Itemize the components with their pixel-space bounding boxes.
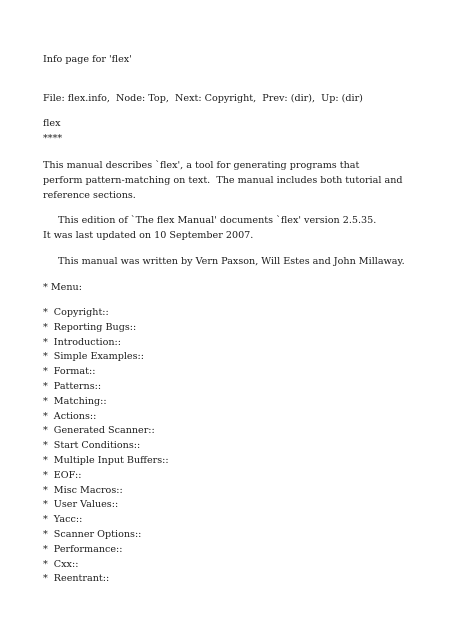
menu-item[interactable] [43, 454, 169, 469]
menu-bullet: * [43, 528, 48, 540]
menu-item[interactable] [43, 484, 169, 499]
menu-item-label: Actions:: [53, 410, 97, 422]
menu-bullet: * [43, 366, 48, 378]
menu-item-label: Copyright:: [53, 307, 109, 318]
menu-item-label: Start Conditions:: [53, 440, 141, 452]
menu-bullet: * [43, 307, 48, 318]
intro-paragraph-line-2: perform pattern-matching on text. The manual includes both tutorial and [43, 175, 403, 186]
menu-item-label: Multiple Input Buffers:: [53, 454, 169, 466]
menu-bullet: * [43, 573, 48, 585]
menu-item-label: Scanner Options:: [53, 528, 142, 540]
menu-item[interactable] [43, 572, 169, 587]
menu-item[interactable] [43, 439, 169, 454]
menu-item-label: Yacc:: [53, 514, 83, 526]
menu-bullet: * [43, 440, 48, 452]
menu-list [43, 306, 169, 587]
menu-item-label: EOF:: [53, 469, 82, 481]
menu-bullet: * [43, 410, 48, 422]
menu-bullet: * [43, 543, 48, 555]
menu-bullet: * [43, 425, 48, 437]
menu-item-label: Misc Macros:: [53, 484, 123, 496]
menu-bullet: * [43, 336, 48, 348]
menu-heading: * Menu: [43, 282, 82, 293]
menu-item-label: Matching:: [53, 395, 107, 407]
menu-bullet: * [43, 380, 48, 392]
menu-bullet: * [43, 558, 48, 570]
menu-item[interactable] [43, 336, 169, 351]
authors-paragraph: This manual was written by Vern Paxson, Will Estes and John Millaway. [58, 256, 405, 267]
section-heading: flex [43, 118, 61, 129]
edition-paragraph-line-1: This edition of `The flex Manual' documents `flex' version 2.5.35. [58, 215, 377, 226]
menu-bullet: * [43, 454, 48, 466]
page-title: Info page for 'flex' [43, 54, 132, 65]
menu-item[interactable] [43, 306, 169, 321]
menu-item[interactable] [43, 410, 169, 425]
menu-bullet: * [43, 321, 48, 333]
menu-item-label: Introduction:: [53, 336, 122, 348]
menu-item[interactable] [43, 543, 169, 558]
menu-bullet: * [43, 514, 48, 526]
menu-item[interactable] [43, 365, 169, 380]
heading-underline: **** [43, 133, 63, 144]
menu-item[interactable] [43, 513, 169, 528]
menu-bullet: * [43, 351, 48, 363]
menu-item-label: Format:: [53, 366, 96, 378]
menu-item-label: Performance:: [53, 543, 123, 555]
menu-item[interactable] [43, 380, 169, 395]
menu-item[interactable] [43, 321, 169, 336]
menu-item-label: Patterns:: [53, 380, 102, 392]
menu-item-label: Reporting Bugs:: [53, 321, 137, 333]
menu-bullet: * [43, 499, 48, 511]
menu-item[interactable] [43, 528, 169, 543]
menu-item-label: Generated Scanner:: [53, 425, 155, 437]
menu-item-label: User Values:: [53, 499, 119, 511]
menu-item-label: Cxx:: [53, 558, 79, 570]
menu-item[interactable] [43, 469, 169, 484]
intro-paragraph-line-1: This manual describes `flex', a tool for generating programs that [43, 160, 360, 171]
menu-item-label: Simple Examples:: [53, 351, 144, 363]
node-navigation-line: File: flex.info, Node: Top, Next: Copyright, Prev: (dir), Up: (dir) [43, 93, 363, 104]
menu-bullet: * [43, 484, 48, 496]
menu-bullet: * [43, 469, 48, 481]
menu-item[interactable] [43, 395, 169, 410]
edition-paragraph-line-2: It was last updated on 10 September 2007. [43, 230, 254, 241]
menu-item[interactable] [43, 350, 169, 365]
menu-item[interactable] [43, 424, 169, 439]
intro-paragraph-line-3: reference sections. [43, 190, 136, 201]
menu-item[interactable] [43, 498, 169, 513]
menu-item[interactable] [43, 558, 169, 573]
menu-bullet: * [43, 395, 48, 407]
menu-item-label: Reentrant:: [53, 573, 110, 585]
